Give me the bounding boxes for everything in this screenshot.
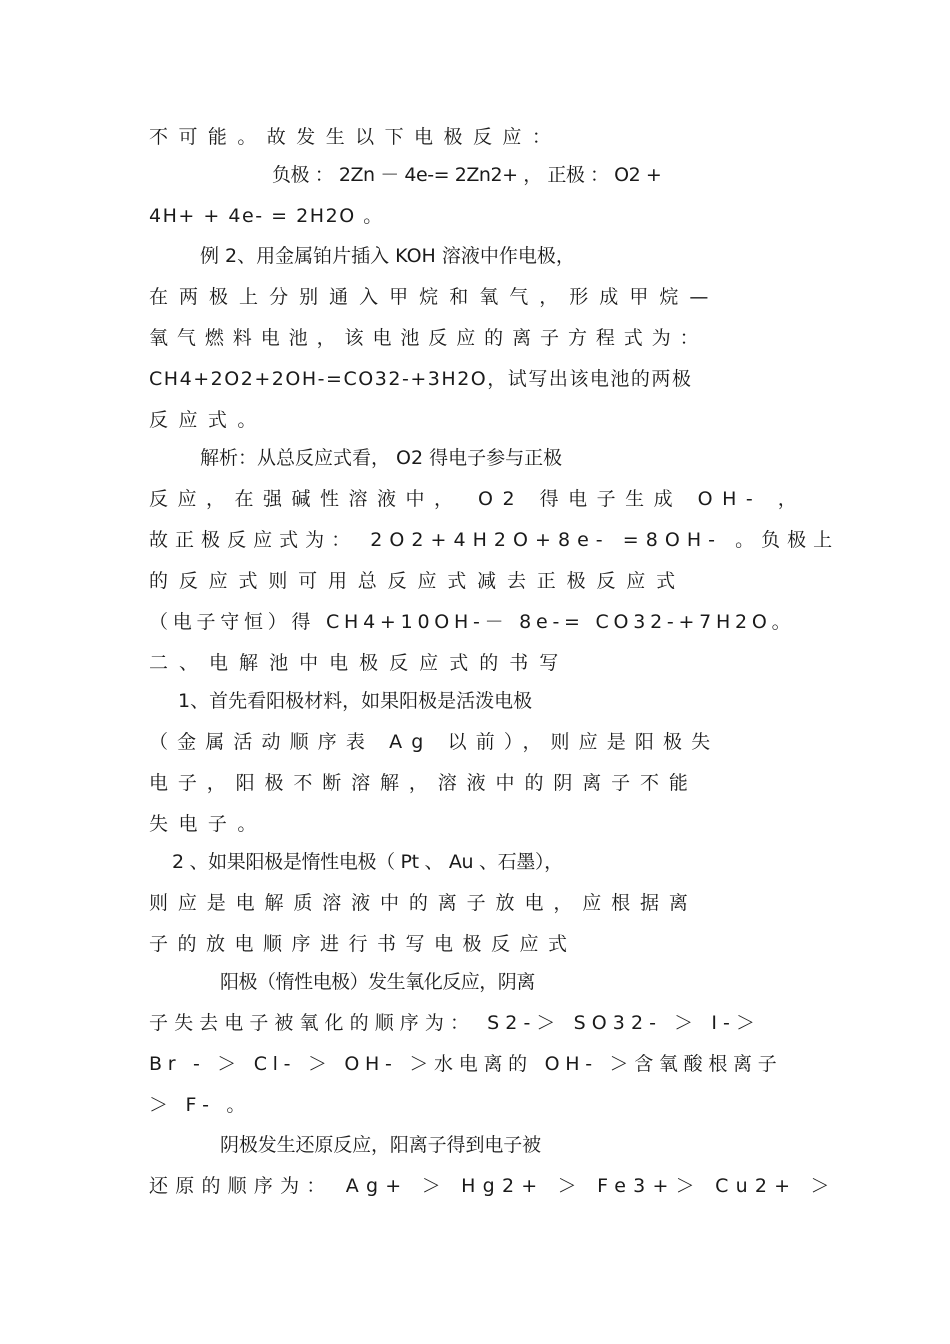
text-line-22: 阳极（惰性电极）发生氧化反应，阴离 (220, 971, 535, 993)
text-line-16: （金属活动顺序表 Ag 以前），则应是阳极失 (149, 731, 720, 753)
text-line-12: 的反应式则可用总反应式减去正极反应式 (149, 570, 686, 592)
text-line-23: 子失去电子被氧化的顺序为： S2-＞ SO32- ＞ I-＞ (149, 1012, 762, 1034)
text-line-14: 二、电解池中电极反应式的书写 (149, 652, 570, 674)
text-line-8: 反应式。 (149, 409, 267, 431)
text-line-7: CH4+2O2+2OH-=CO32-+3H2O，试写出该电池的两极 (149, 368, 693, 390)
text-line-18: 失电子。 (149, 813, 267, 835)
text-line-20: 则应是电解质溶液中的离子放电，应根据离 (149, 892, 698, 914)
text-line-25: ＞ F- 。 (149, 1094, 252, 1116)
text-line-5: 在两极上分别通入甲烷和氧气，形成甲烷— (149, 286, 720, 308)
text-line-6: 氧气燃料电池，该电池反应的离子方程式为： (149, 327, 708, 349)
text-line-2: 负极 ： 2Zn － 4e-= 2Zn2+ ， 正极 ： O2 + (272, 164, 662, 186)
text-line-13: （电子守恒）得 CH4+10OH-－ 8e-= CO32-+7H2O。 (149, 611, 796, 633)
text-line-19: 2 、如果阳极是惰性电极（ Pt 、 Au 、石墨）， (172, 851, 563, 873)
text-line-4: 例 2、用金属铂片插入 KOH 溶液中作电极， (200, 245, 575, 267)
text-line-21: 子的放电顺序进行书写电极反应式 (149, 933, 577, 955)
text-line-26: 阴极发生还原反应，阳离子得到电子被 (220, 1134, 541, 1156)
text-line-17: 电子，阳极不断溶解，溶液中的阴离子不能 (149, 772, 698, 794)
text-line-3: 4H+ + 4e- = 2H2O 。 (149, 205, 384, 227)
text-line-27: 还原的顺序为： Ag+ ＞ Hg2+ ＞ Fe3+＞ Cu2+ ＞ (149, 1175, 837, 1197)
text-line-9: 解析：从总反应式看， O2 得电子参与正极 (200, 447, 563, 469)
text-line-24: Br - ＞ Cl- ＞ OH- ＞水电离的 OH- ＞含氧酸根离子 (149, 1053, 783, 1075)
text-line-11: 故正极反应式为： 2O2+4H2O+8e- =8OH- 。负极上 (149, 529, 840, 551)
text-line-10: 反应，在强碱性溶液中， O2 得电子生成 OH- ， (149, 488, 807, 510)
text-line-1: 不可能。故发生以下电极反应： (149, 126, 562, 148)
text-line-15: 1、首先看阳极材料，如果阳极是活泼电极 (178, 690, 533, 712)
